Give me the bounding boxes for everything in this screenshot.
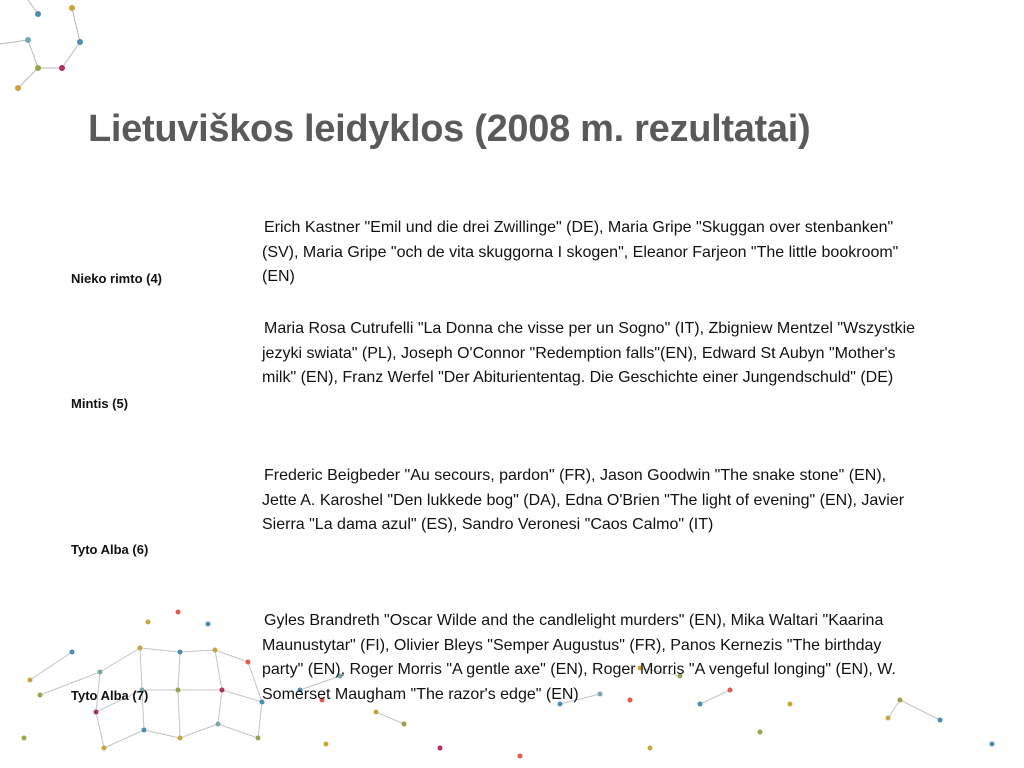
slide-title: Lietuviškos leidyklos (2008 m. rezultatai) xyxy=(88,108,811,150)
publisher-books: Gyles Brandreth "Oscar Wilde and the candlelight murders" (EN), Mika Waltari "Kaarina Maunustytar" (FI), Olivier Bleys "Semper Augustus" (FR), Panos Kernezis "The birthday party" (EN), Roger Morris "A gentle axe" (EN), Roger Morris "A vengeful longing" (EN), W. Somerset Maugham "The razor's edge" (EN) xyxy=(262,612,896,703)
top-left-dots xyxy=(15,5,83,91)
publisher-books: Maria Rosa Cutrufelli "La Donna che visse per un Sogno" (IT), Zbigniew Mentzel "Wszystkie jezyki swiata" (PL), Joseph O'Connor "Redemption falls"(EN), Edward St Aubyn "Mother's milk" (EN), Franz Werfel "Der Abituriententag. Die Geschichte einer Jungendschuld" (DE) xyxy=(262,320,916,386)
publisher-books: Frederic Beigbeder "Au secours, pardon" (FR), Jason Goodwin "The snake stone" (EN), Jette A. Karoshel "Den lukkede bog" (DA), Edna O'Brien "The light of evening" (EN), Javier Sierra "La dama azul" (ES), Sandro Veronesi "Caos Calmo" (IT) xyxy=(262,467,905,533)
publisher-label: Mintis (5) xyxy=(71,396,129,411)
publisher-label: Tyto Alba (6) xyxy=(71,542,149,557)
publisher-label: Tyto Alba (7) xyxy=(71,688,149,703)
publisher-books: Erich Kastner "Emil und die drei Zwillinge" (DE), Maria Gripe "Skuggan over stenbanken" (SV), Maria Gripe "och de vita skuggorna I skogen", Eleanor Farjeon "The little bookroom" (EN) xyxy=(262,219,899,285)
publisher-label: Nieko rimto (4) xyxy=(71,271,163,286)
